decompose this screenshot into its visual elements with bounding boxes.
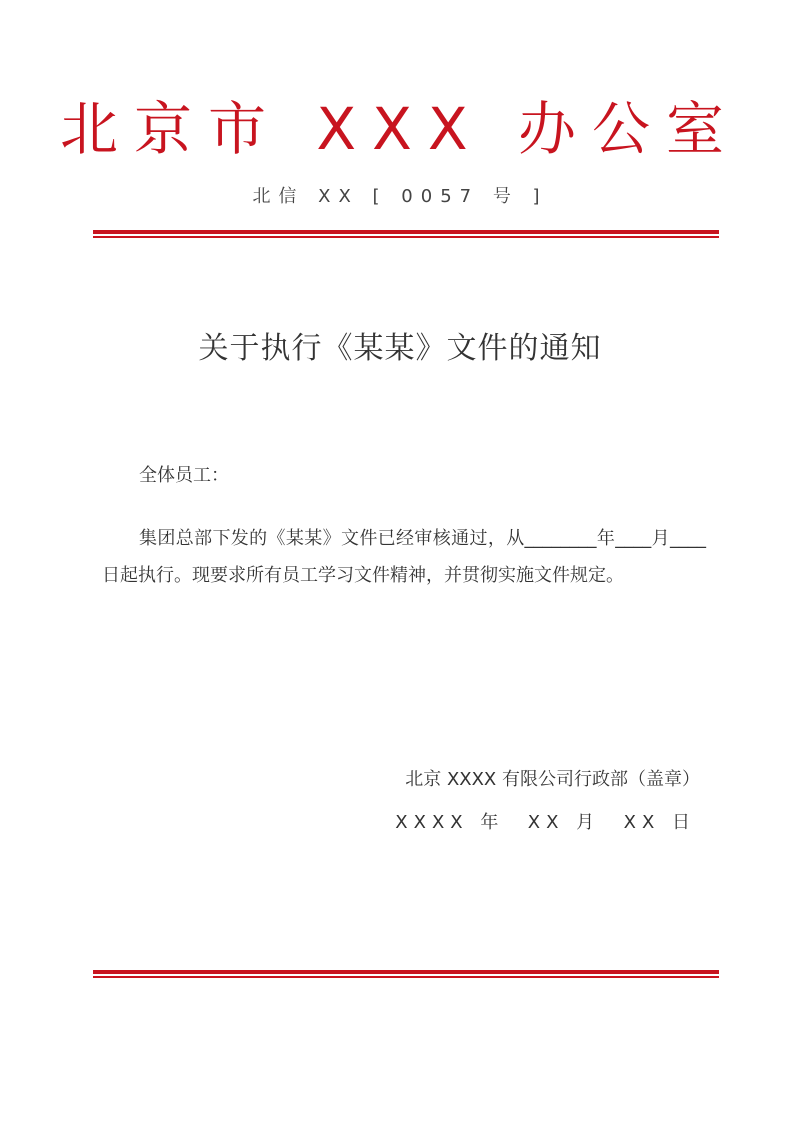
issue-date: XXXX 年 XX 月 XX 日 <box>395 812 696 833</box>
document-number: 北信 XX [ 0057 号 ] <box>252 186 548 207</box>
header-divider-thin-line <box>93 236 719 238</box>
footer-divider-thin-line <box>93 976 719 978</box>
issuer-signature: 北京 XXXX 有限公司行政部（盖章） <box>405 769 700 790</box>
header-divider <box>93 230 719 238</box>
organization-title: 北京市 XXX 办公室 <box>59 95 741 163</box>
salutation: 全体员工： <box>139 465 229 486</box>
notice-body: 集团总部下发的《某某》文件已经审核通过，从________年____月____日起执行。现要求所有员工学习文件精神，并贯彻实施文件规定。 <box>102 528 706 586</box>
notice-title: 关于执行《某某》文件的通知 <box>198 331 602 366</box>
footer-divider <box>93 970 719 978</box>
